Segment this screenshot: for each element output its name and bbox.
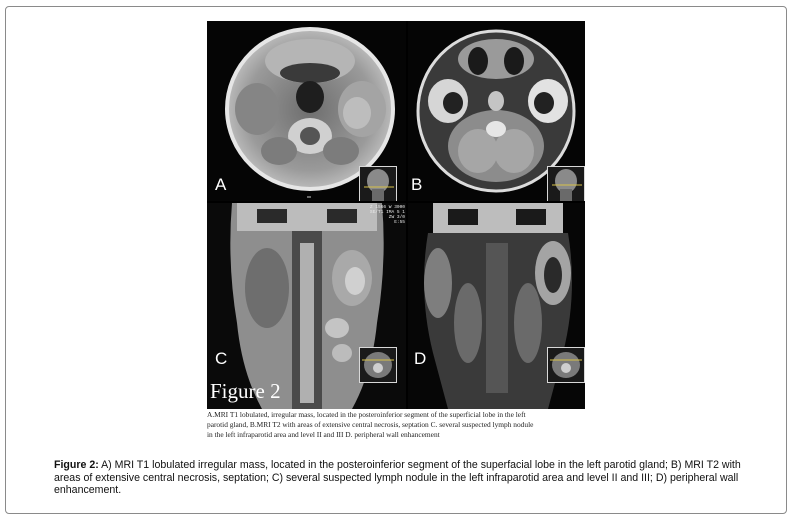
panel-d-inset-image xyxy=(548,348,584,382)
caption-text: A) MRI T1 lobulated irregular mass, located in the posteroinferior segment of the superfacial lobe in the left parotid gland; B) MRI T2 with areas of extensive central necrosis, septation; C) several suspected lymph nodule in the left infraparotid area and level II and III; D) peripheral wall enhancement. xyxy=(54,459,741,496)
panel-d-inset xyxy=(547,347,585,383)
panel-c-inset xyxy=(359,347,397,383)
mri-figure xyxy=(207,21,585,409)
scanner-info-line: E:55 xyxy=(394,220,405,225)
scanner-info-line: SE/T1 IMA 5 1 xyxy=(369,210,405,215)
panel-a-inset-image xyxy=(360,167,396,201)
embedded-caption-line: in the left infraparotid area and level II and III D. peripheral wall enhancement xyxy=(207,430,440,439)
panel-a-inset xyxy=(359,166,397,201)
panel-c-inset-image xyxy=(360,348,396,382)
panel-b-inset-image xyxy=(548,167,584,201)
scanner-info xyxy=(355,205,405,225)
embedded-caption xyxy=(207,410,585,440)
panel-c xyxy=(207,203,406,409)
panel-b xyxy=(408,21,585,201)
panel-d-letter: D xyxy=(414,349,427,368)
panel-b-letter: B xyxy=(411,175,423,194)
embedded-caption-line: A.MRI T1 lobulated, irregular mass, located in the posteroinferior segment of the superficial lobe in the left xyxy=(207,410,526,419)
panel-a xyxy=(207,21,406,201)
embedded-caption-line: parotid gland, B.MRI T2 with areas of extensive central necrosis, septation C. several suspected lymph nodule xyxy=(207,420,534,429)
caption-label: Figure 2: xyxy=(54,459,99,471)
scanner-info-line: Z 1566 W 3000 xyxy=(369,205,405,210)
figure-label: Figure 2 xyxy=(210,379,281,403)
panel-c-letter: C xyxy=(215,349,228,368)
panel-a-letter: A xyxy=(215,175,227,194)
figure-caption xyxy=(54,459,754,497)
panel-d xyxy=(408,203,585,409)
panel-b-inset xyxy=(547,166,585,201)
scanner-info-line: ZW 3/0 xyxy=(388,215,405,220)
